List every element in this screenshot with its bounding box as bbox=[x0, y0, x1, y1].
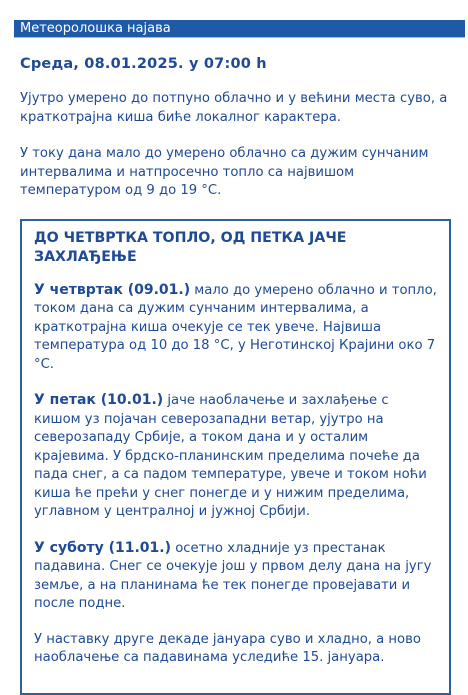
outlook-friday bbox=[34, 391, 437, 522]
outlook-thursday bbox=[34, 281, 437, 375]
forecast-date: Среда, 08.01.2025. у 07:00 h bbox=[20, 56, 267, 72]
forecast-panel bbox=[14, 20, 465, 695]
outlook-saturday bbox=[34, 539, 437, 614]
outlook-thursday-lead: У четвртак (09.01.) bbox=[34, 281, 191, 298]
outlook-friday-text: јаче наоблачење и захлађење с кишом уз појачан северозападни ветар, ујутро на северозападу Србије, а током дана и у осталим крајевима. У брдско-планинским пределима почеће да пада снег, а са падом температуре, увече и током ноћи киша ће прећи у снег понегде и у нижим пределима, углавном у централној и јужној Србији. bbox=[34, 393, 427, 519]
outlook-title: ДО ЧЕТВРТКА ТОПЛО, ОД ПЕТКА ЈАЧЕ ЗАХЛАЂЕЊЕ bbox=[34, 229, 347, 265]
outlook-box bbox=[20, 219, 451, 695]
outlook-thursday-text: мало до умерено облачно и топло, током дана са дужим сунчаним интервалима, а краткотрајна киша очекује се тек увече. Највиша температура од 10 до 18 °C, у Неготинској Крајини око 7 °C. bbox=[34, 282, 437, 372]
outlook-friday-lead: У петак (10.01.) bbox=[34, 392, 164, 408]
outlook-saturday-text: осетно хладније уз престанак падавина. Снег се очекује још у првом делу дана на југу земље, а на планинама ће тек понегде провејавати и после подне. bbox=[34, 540, 432, 611]
intro-paragraph-day: У току дана мало до умерено облачно са дужим сунчаним интервалима и натпросечно топло са највишом температуром од 9 до 19 °C. bbox=[20, 146, 429, 198]
intro-paragraph-morning: Ујутро умерено до потпуно облачно и у већини места суво, а краткотрајна киша биће локалног карактера. bbox=[20, 91, 448, 125]
panel-header: Метеоролошка најава bbox=[14, 20, 465, 38]
outlook-saturday-lead: У суботу (11.01.) bbox=[34, 539, 171, 556]
outlook-closing: У наставку друге декаде јануара суво и хладно, а ново наоблачење са падавинама уследиће 15. јануара. bbox=[34, 631, 421, 665]
